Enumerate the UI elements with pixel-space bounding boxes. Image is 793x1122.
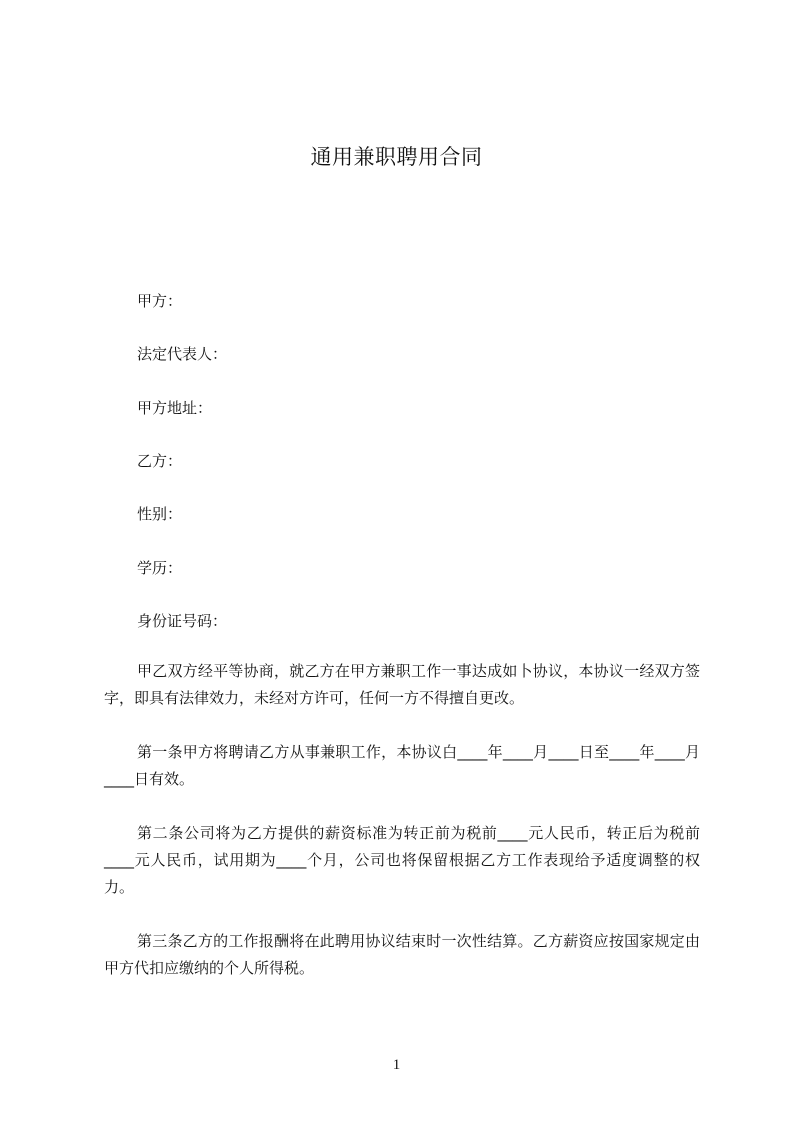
field-education: 学历： — [137, 559, 183, 577]
field-party-a-address: 甲方地址： — [137, 399, 213, 417]
field-party-b: 乙方： — [137, 452, 183, 470]
field-party-a: 甲方： — [137, 292, 183, 310]
field-gender: 性别： — [137, 505, 183, 523]
paragraph-article-1: 第一条甲方将聘请乙方从事兼职工作，本协议白____年____月____日至____年____月____日有效。 — [104, 743, 700, 788]
field-id-number: 身份证号码： — [137, 612, 228, 630]
field-legal-representative: 法定代表人： — [137, 345, 228, 363]
page-number: 1 — [392, 1057, 401, 1073]
document-title: 通用兼职聘用合同 — [310, 145, 483, 169]
paragraph-article-2: 第二条公司将为乙方提供的薪资标准为转正前为税前____元人民币，转正后为税前____元人民币，试用期为____个月，公司也将保留根据乙方工作表现给予适度调整的权力。 — [104, 824, 700, 896]
paragraph-intro: 甲乙双方经平等协商，就乙方在甲方兼职工作一事达成如卜协议，本协议一经双方签字，即具有法律效力，未经对方许可，任何一方不得擅自更改。 — [104, 662, 700, 707]
paragraph-article-3: 第三条乙方的工作报酬将在此聘用协议结束时一次性结算。乙方薪资应按国家规定由甲方代扣应缴纳的个人所得税。 — [104, 932, 700, 977]
